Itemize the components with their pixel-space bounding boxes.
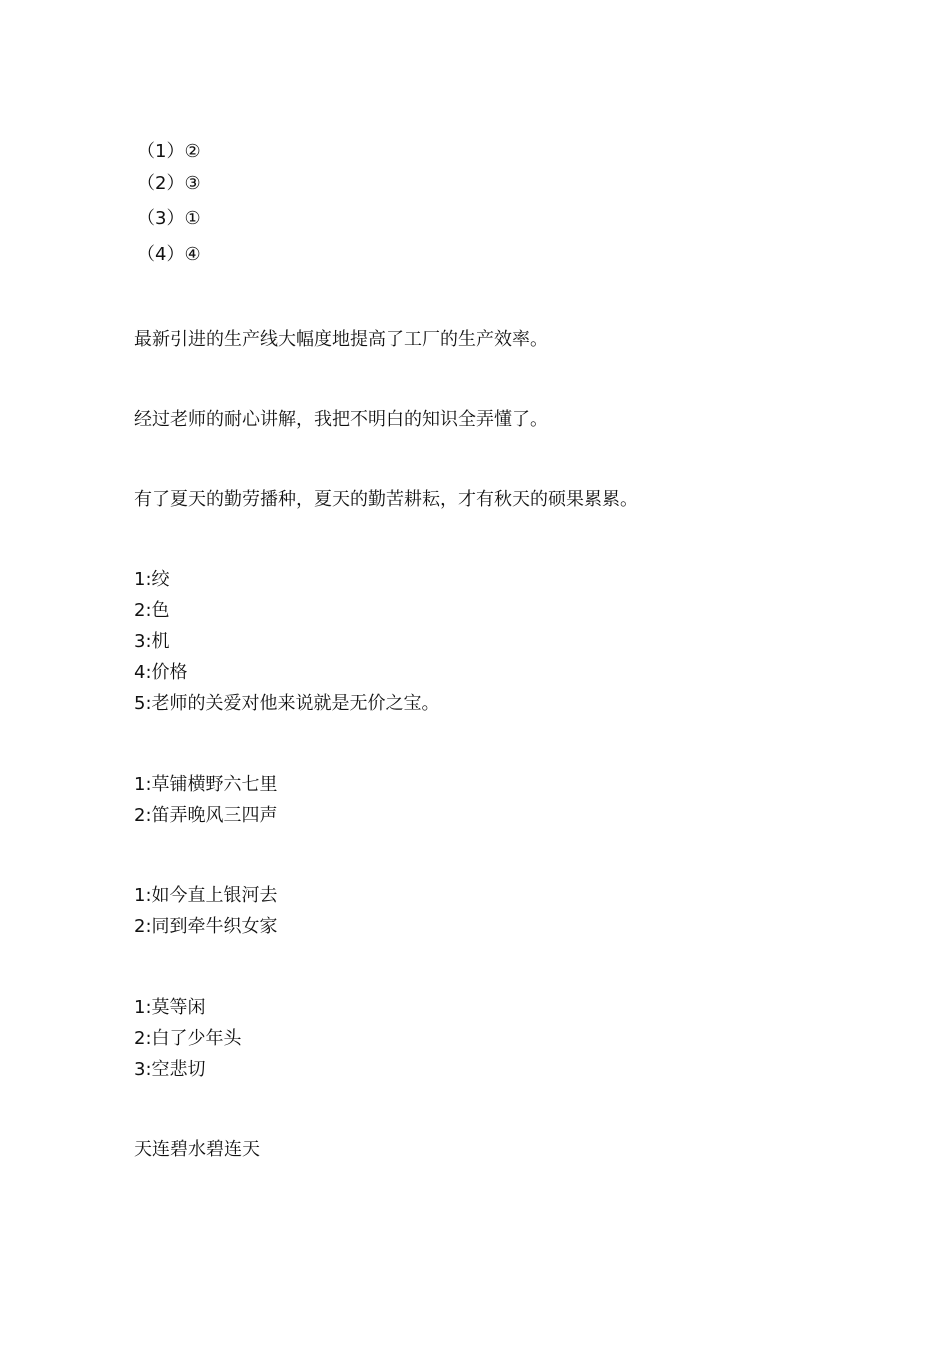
poem-line: 3:空悲切 [134, 1059, 206, 1080]
poem-line: 2:笛弄晚风三四声 [134, 805, 278, 826]
answer-line: （2）③ [137, 173, 201, 194]
final-answer-line: 天连碧水碧连天 [134, 1139, 260, 1160]
sentence-line: 有了夏天的勤劳播种，夏天的勤苦耕耘，才有秋天的硕果累累。 [134, 489, 638, 510]
poem-line: 2:白了少年头 [134, 1028, 242, 1049]
sentence-line: 经过老师的耐心讲解，我把不明白的知识全弄懂了。 [134, 409, 548, 430]
answer-line: （4）④ [137, 244, 201, 265]
sentence-line: 最新引进的生产线大幅度地提高了工厂的生产效率。 [134, 329, 548, 350]
list-item: 1:绞 [134, 569, 170, 590]
answer-line: （3）① [137, 208, 201, 229]
list-item: 5:老师的关爱对他来说就是无价之宝。 [134, 693, 440, 714]
poem-line: 1:如今直上银河去 [134, 885, 278, 906]
list-item: 3:机 [134, 631, 170, 652]
poem-line: 2:同到牵牛织女家 [134, 916, 278, 937]
list-item: 4:价格 [134, 662, 188, 683]
list-item: 2:色 [134, 600, 170, 621]
poem-line: 1:莫等闲 [134, 997, 206, 1018]
poem-line: 1:草铺横野六七里 [134, 774, 278, 795]
answer-line: （1）② [137, 141, 201, 162]
